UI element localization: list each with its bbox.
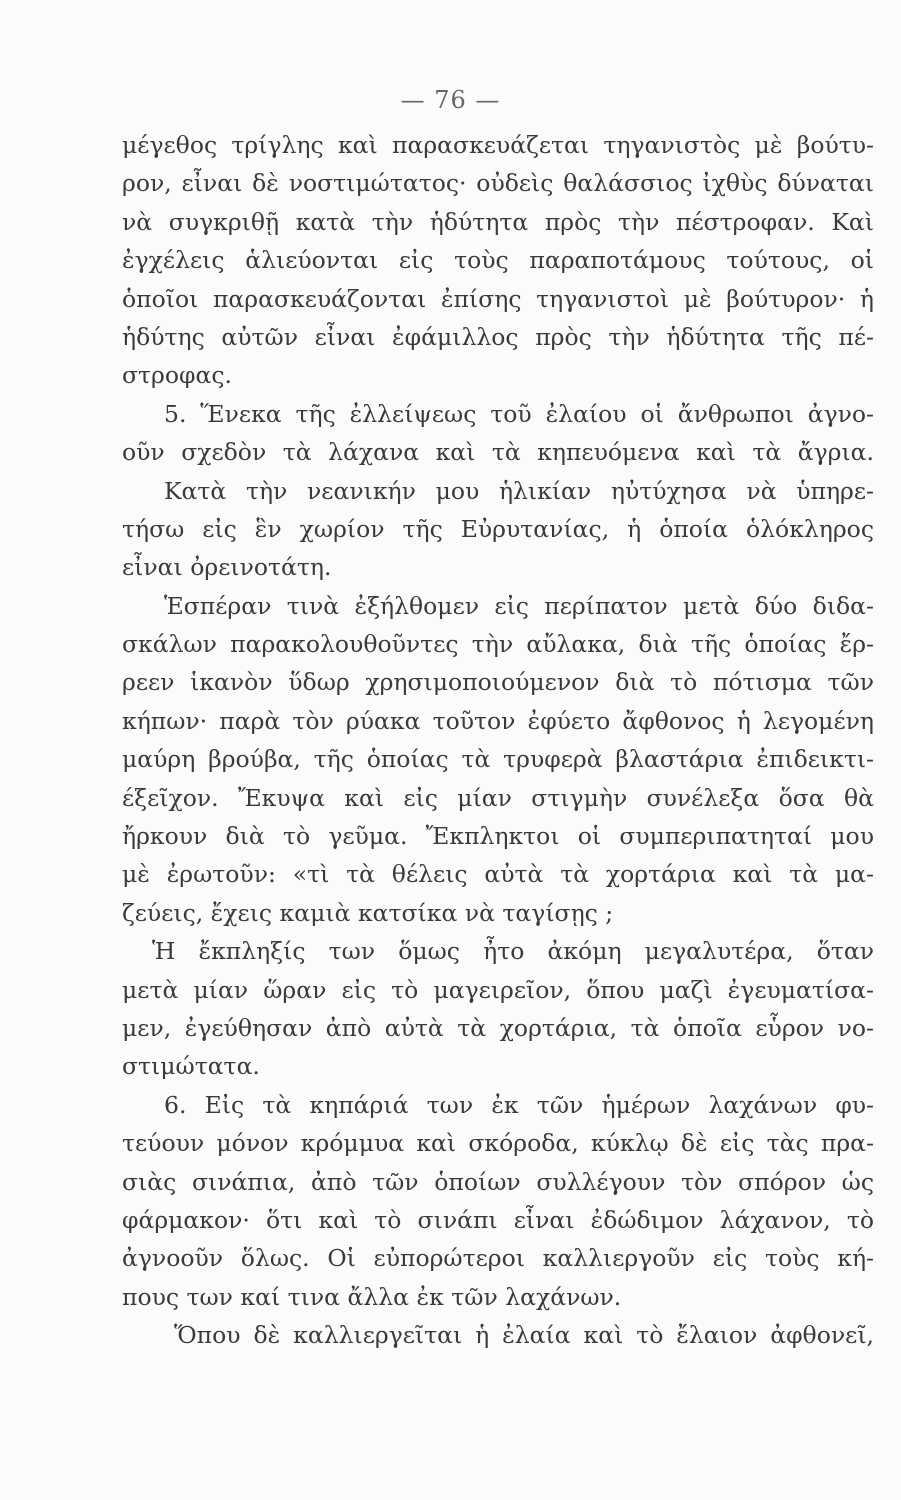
- page-number: — 76 —: [400, 86, 501, 114]
- text-line: μὲ ἐρωτοῦν: «τὶ τὰ θέλεις αὐτὰ τὰ χορτάρια καὶ τὰ μα-: [122, 860, 874, 889]
- text-line: σιὰς σινάπια, ἀπὸ τῶν ὁποίων συλλέγουν τὸν σπόρον ὡς: [122, 1167, 874, 1196]
- text-line: μαύρη βρούβα, τῆς ὁποίας τὰ τρυφερὰ βλαστάρια ἐπιδεικτι-: [122, 745, 874, 774]
- body-text: [122, 126, 874, 1355]
- text-line: Ἡ ἔκπληξίς των ὅμως ἦτο ἀκόμη μεγαλυτέρα, ὅταν: [152, 937, 874, 966]
- text-line: εἶναι ὀρεινοτάτη.: [122, 553, 332, 582]
- text-line: ἀγνοοῦν ὅλως. Οἱ εὐπορώτεροι καλλιεργοῦν εἰς τοὺς κή-: [122, 1244, 874, 1273]
- text-line: ὁποῖοι παρασκευάζονται ἐπίσης τηγανιστοὶ μὲ βούτυρον· ἡ: [122, 284, 874, 313]
- text-line: σκάλων παρακολουθοῦντες τὴν αὔλακα, διὰ τῆς ὁποίας ἔρ-: [122, 630, 874, 659]
- text-line: Ἑσπέραν τινὰ ἐξήλθομεν εἰς περίπατον μετὰ δύο διδα-: [164, 591, 874, 620]
- text-line: ζεύεις, ἔχεις καμιὰ κατσίκα νὰ ταγίσῃς ;: [122, 898, 614, 927]
- paragraph-5-start: 5. Ἕνεκα τῆς ἐλλείψεως τοῦ ἐλαίου οἱ ἄνθρωποι ἀγνο-: [164, 399, 874, 428]
- text-line: νὰ συγκριθῇ κατὰ τὴν ἡδύτητα πρὸς τὴν πέστροφαν. Καὶ: [122, 207, 874, 236]
- text-line: τεύουν μόνον κρόμμυα καὶ σκόροδα, κύκλῳ δὲ εἰς τὰς πρα-: [122, 1129, 874, 1158]
- text-line: στιμώτατα.: [122, 1052, 260, 1081]
- text-line: ρον, εἶναι δὲ νοστιμώτατος· οὐδεὶς θαλάσσιος ἰχθὺς δύναται: [122, 169, 874, 198]
- text-line: στροφας.: [122, 361, 232, 390]
- paragraph-6-start: 6. Εἰς τὰ κηπάριά των ἐκ τῶν ἡμέρων λαχάνων φυ-: [164, 1090, 874, 1119]
- text-line: ἤρκουν διὰ τὸ γεῦμα. Ἔκπληκτοι οἱ συμπεριπατηταί μου: [122, 822, 874, 851]
- text-line: τήσω εἰς ἓν χωρίον τῆς Εὐρυτανίας, ἡ ὁποία ὁλόκληρος: [122, 514, 874, 543]
- text-line: μεν, ἐγεύθησαν ἀπὸ αὐτὰ τὰ χορτάρια, τὰ ὁποῖα εὗρον νο-: [122, 1013, 874, 1042]
- text-line: ἐγχέλεις ἁλιεύονται εἰς τοὺς παραποτάμους τούτους, οἱ: [122, 246, 874, 275]
- text-line: Ὅπου δὲ καλλιεργεῖται ἡ ἐλαία καὶ τὸ ἔλαιον ἀφθονεῖ,: [174, 1321, 874, 1350]
- text-line: φάρμακον· ὅτι καὶ τὸ σινάπι εἶναι ἐδώδιμον λάχανον, τὸ: [122, 1205, 874, 1234]
- text-line: έξεῖχον. Ἔκυψα καὶ εἰς μίαν στιγμὴν συνέλεξα ὅσα θὰ: [122, 783, 874, 812]
- text-line: κήπων· παρὰ τὸν ρύακα τοῦτον ἐφύετο ἄφθονος ἡ λεγομένη: [122, 706, 874, 735]
- text-line: Κατὰ τὴν νεανικήν μου ἡλικίαν ηὐτύχησα νὰ ὑπηρε-: [164, 476, 874, 505]
- text-line: πους των καί τινα ἄλλα ἐκ τῶν λαχάνων.: [122, 1282, 622, 1311]
- text-line: μετὰ μίαν ὥραν εἰς τὸ μαγειρεῖον, ὅπου μαζὶ ἐγευματίσα-: [122, 975, 874, 1004]
- text-line: οῦν σχεδὸν τὰ λάχανα καὶ τὰ κηπευόμενα καὶ τὰ ἄγρια.: [122, 438, 874, 467]
- text-line: μέγεθος τρίγλης καὶ παρασκευάζεται τηγανιστὸς μὲ βούτυ-: [122, 131, 874, 159]
- text-line: ρεεν ἱκανὸν ὕδωρ χρησιμοποιούμενον διὰ τὸ πότισμα τῶν: [122, 668, 874, 697]
- text-line: ἡδύτης αὐτῶν εἶναι ἐφάμιλλος πρὸς τὴν ἡδύτητα τῆς πέ-: [122, 322, 874, 351]
